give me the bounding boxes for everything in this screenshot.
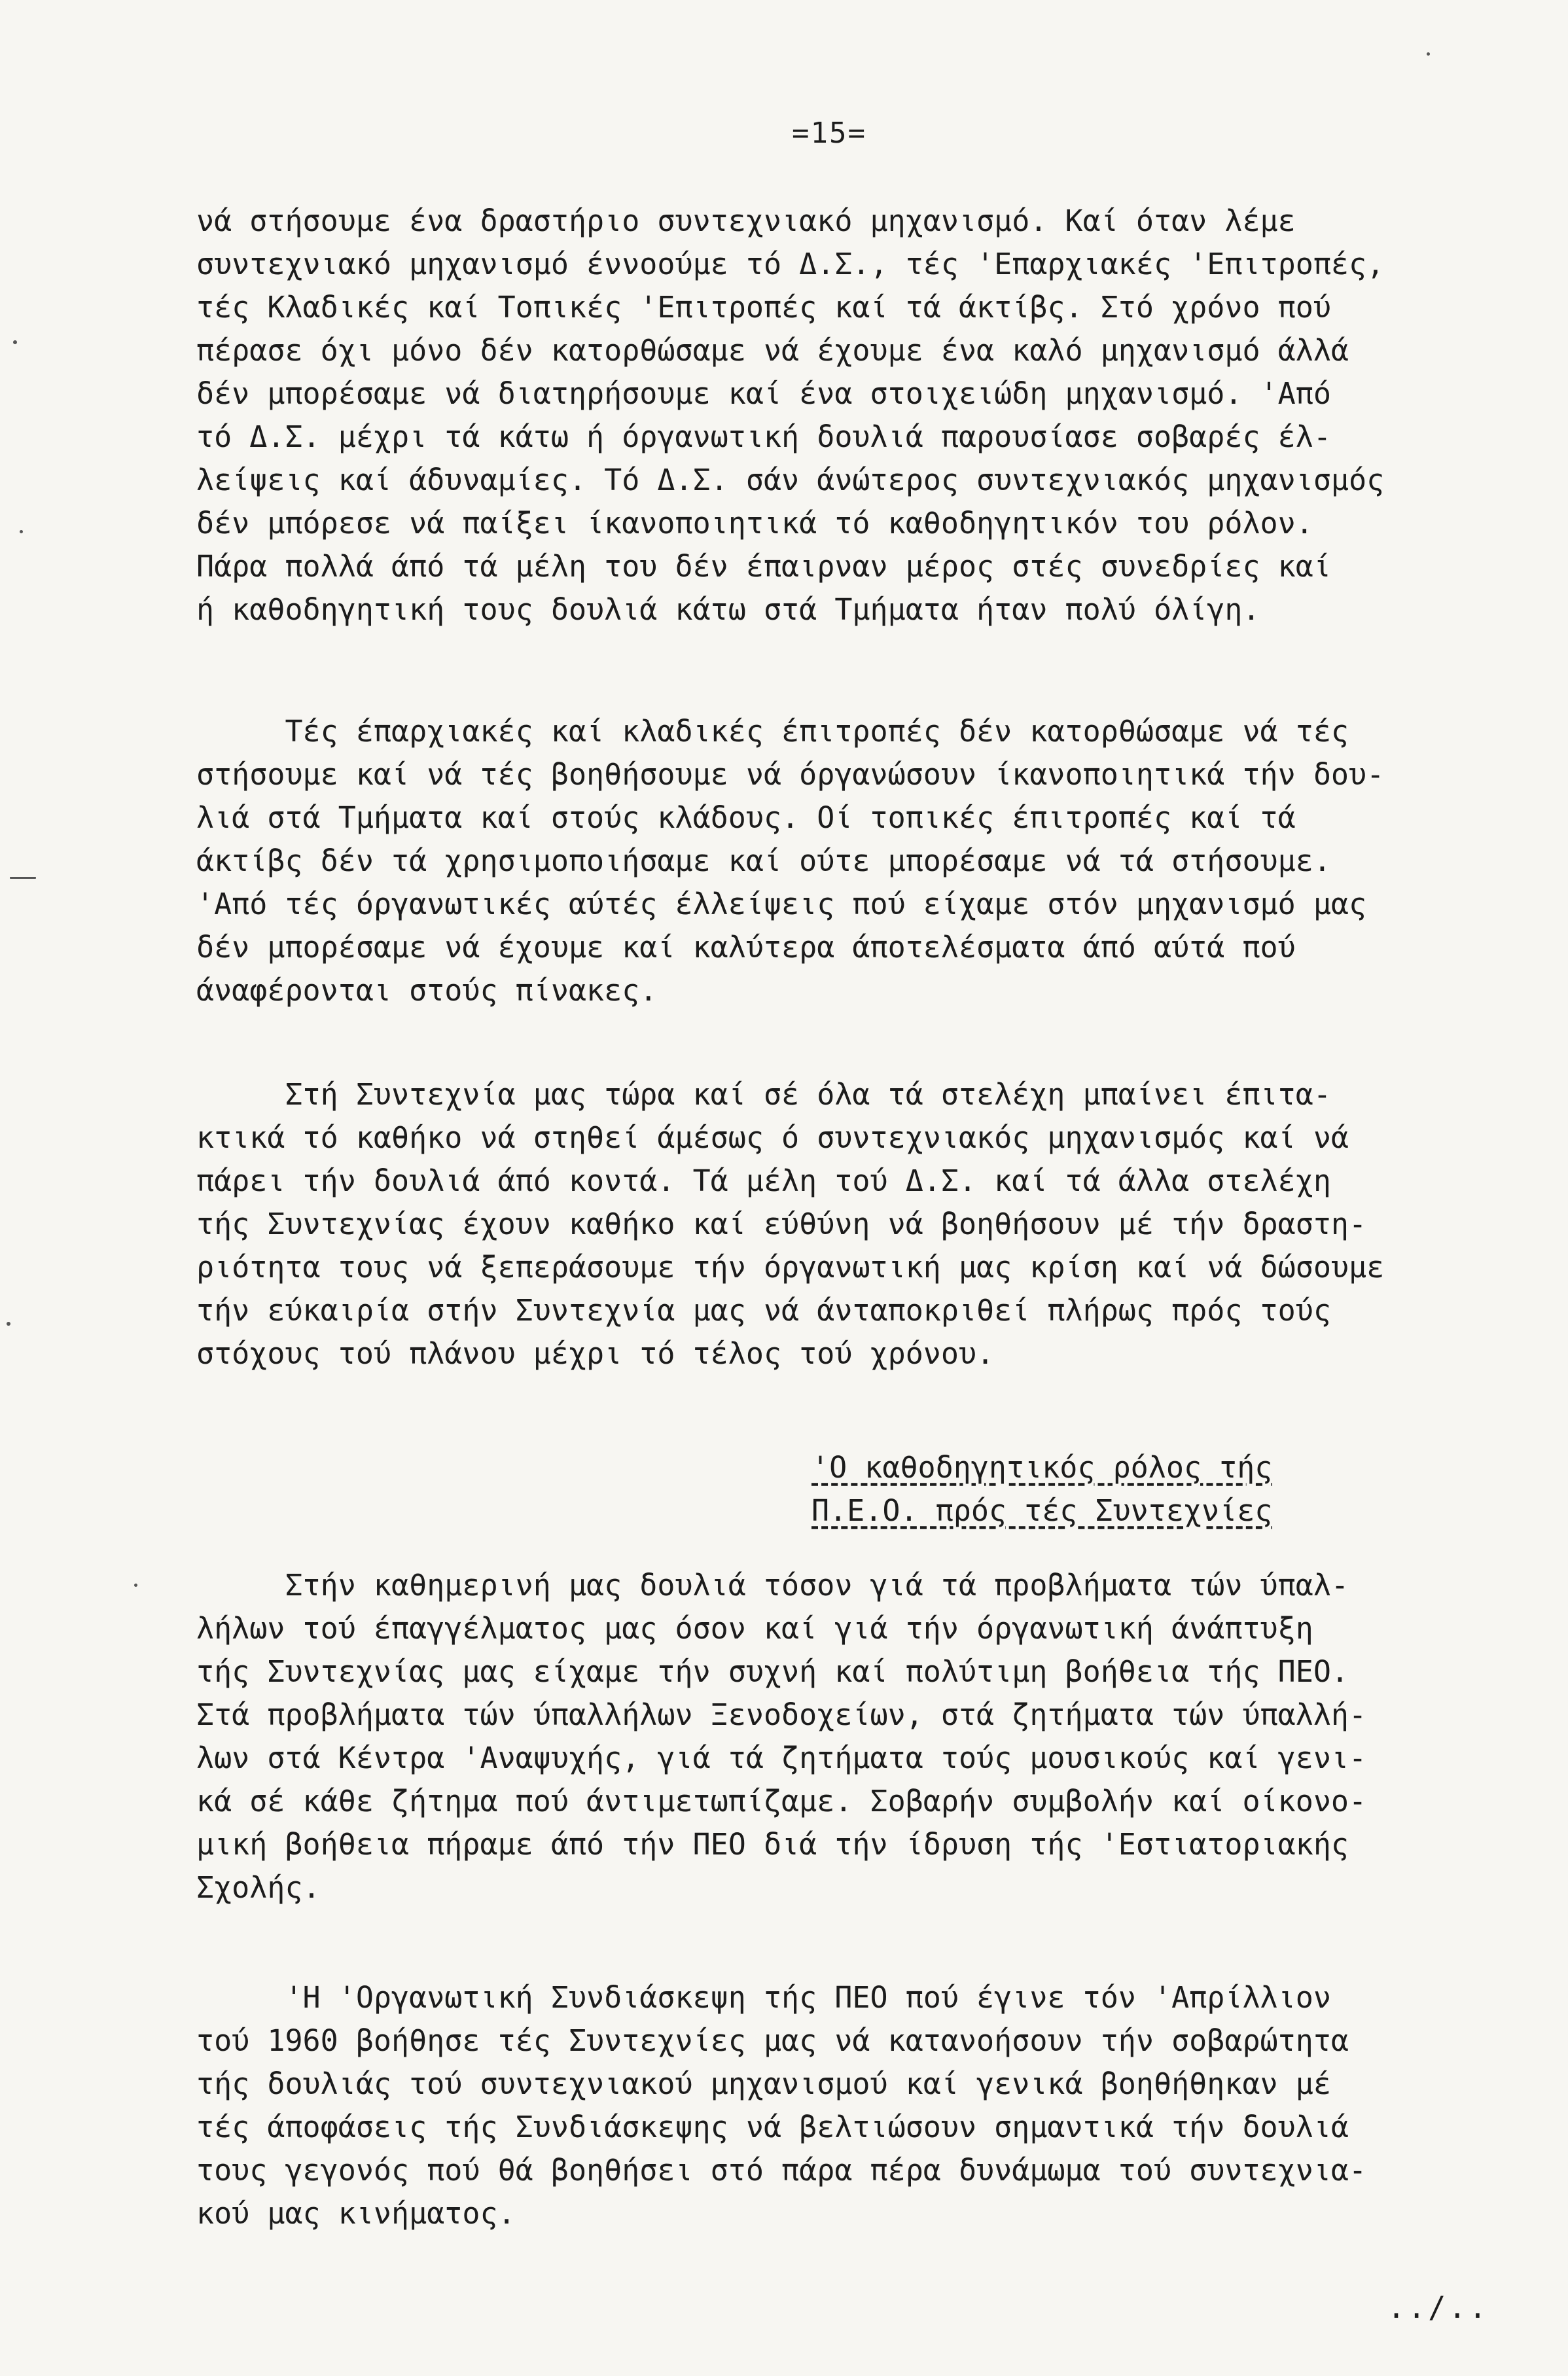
- text-line: 'Η 'Οργανωτική Συνδιάσκεψη τής ΠΕΟ πού έγινε τόν 'Απρίλλιον: [196, 1980, 1331, 2015]
- text-line: τής δουλιάς τού συντεχνιακού μηχανισμού καί γενικά βοηθήθηκαν μέ: [196, 2066, 1331, 2101]
- text-line: άναφέρονται στούς πίνακες.: [196, 973, 658, 1008]
- text-line: τής Συντεχνίας μας είχαμε τήν συχνή καί πολύτιμη βοήθεια τής ΠΕΟ.: [196, 1654, 1349, 1689]
- continuation-mark: ../..: [1387, 2290, 1489, 2325]
- text-line: Στά προβλήματα τών ύπαλλήλων Ξενοδοχείων, στά ζητήματα τών ύπαλλή-: [196, 1697, 1367, 1732]
- paragraph-1: [196, 200, 1505, 631]
- heading-line-1: 'Ο καθοδηγητικός ρόλος τής: [811, 1450, 1273, 1485]
- text-line: τους γεγονός πού θά βοηθήσει στό πάρα πέρα δυνάμωμα τού συντεχνια-: [196, 2153, 1367, 2188]
- scan-speck: [7, 1322, 10, 1326]
- text-line: πέρασε όχι μόνο δέν κατορθώσαμε νά έχουμε ένα καλό μηχανισμό άλλά: [196, 333, 1349, 368]
- text-line: λιά στά Τμήματα καί στούς κλάδους. Οί τοπικές έπιτροπές καί τά: [196, 800, 1296, 835]
- scan-speck: [10, 877, 36, 879]
- text-line: κού μας κινήματος.: [196, 2196, 516, 2231]
- text-line: τήν εύκαιρία στήν Συντεχνία μας νά άνταποκριθεί πλήρως πρός τούς: [196, 1293, 1331, 1328]
- text-line: Στή Συντεχνία μας τώρα καί σέ όλα τά στελέχη μπαίνει έπιτα-: [196, 1077, 1331, 1112]
- text-line: άκτίβς δέν τά χρησιμοποιήσαμε καί ούτε μπορέσαμε νά τά στήσουμε.: [196, 843, 1331, 878]
- heading-line-2: Π.Ε.Ο. πρός τές Συντεχνίες: [811, 1493, 1273, 1528]
- text-line: τό Δ.Σ. μέχρι τά κάτω ή όργανωτική δουλιά παρουσίασε σοβαρές έλ-: [196, 419, 1331, 454]
- paragraph-2: [196, 710, 1505, 1012]
- text-line: ή καθοδηγητική τους δουλιά κάτω στά Τμήματα ήταν πολύ όλίγη.: [196, 592, 1260, 627]
- text-line: 'Από τές όργανωτικές αύτές έλλείψεις πού είχαμε στόν μηχανισμό μας: [196, 887, 1367, 921]
- text-line: λείψεις καί άδυναμίες. Τό Δ.Σ. σάν άνώτερος συντεχνιακός μηχανισμός: [196, 463, 1385, 497]
- text-line: λων στά Κέντρα 'Αναψυχής, γιά τά ζητήματα τούς μουσικούς καί γενι-: [196, 1741, 1367, 1775]
- text-line: κτικά τό καθήκο νά στηθεί άμέσως ό συντεχνιακός μηχανισμός καί νά: [196, 1120, 1349, 1155]
- text-line: συντεχνιακό μηχανισμό έννοούμε τό Δ.Σ., τές 'Επαρχιακές 'Επιτροπές,: [196, 247, 1385, 281]
- text-line: δέν μπορέσαμε νά διατηρήσουμε καί ένα στοιχειώδη μηχανισμό. 'Από: [196, 376, 1331, 411]
- text-line: λήλων τού έπαγγέλματος μας όσον καί γιά τήν όργανωτική άνάπτυξη: [196, 1611, 1313, 1646]
- text-line: δέν μπόρεσε νά παίξει ίκανοποιητικά τό καθοδηγητικόν του ρόλον.: [196, 506, 1313, 541]
- paragraph-4: [196, 1564, 1505, 1909]
- text-line: τές Κλαδικές καί Τοπικές 'Επιτροπές καί τά άκτίβς. Στό χρόνο πού: [196, 290, 1331, 325]
- text-line: νά στήσουμε ένα δραστήριο συντεχνιακό μηχανισμό. Καί όταν λέμε: [196, 204, 1296, 238]
- scan-speck: [134, 1584, 137, 1587]
- text-line: τού 1960 βοήθησε τές Συντεχνίες μας νά κατανοήσουν τήν σοβαρώτητα: [196, 2023, 1349, 2058]
- section-heading: [811, 1446, 1466, 1533]
- scan-speck: [20, 530, 23, 533]
- text-line: Πάρα πολλά άπό τά μέλη του δέν έπαιρναν μέρος στές συνεδρίες καί: [196, 549, 1331, 584]
- text-line: τές άποφάσεις τής Συνδιάσκεψης νά βελτιώσουν σημαντικά τήν δουλιά: [196, 2110, 1349, 2144]
- paragraph-3: [196, 1073, 1505, 1375]
- text-line: Τές έπαρχιακές καί κλαδικές έπιτροπές δέν κατορθώσαμε νά τές: [196, 714, 1349, 749]
- text-line: δέν μπορέσαμε νά έχουμε καί καλύτερα άποτελέσματα άπό αύτά πού: [196, 930, 1296, 965]
- paragraph-5: [196, 1976, 1505, 2235]
- text-line: ριότητα τους νά ξεπεράσουμε τήν όργανωτική μας κρίση καί νά δώσουμε: [196, 1250, 1385, 1285]
- scan-speck: [1427, 52, 1430, 56]
- text-line: κά σέ κάθε ζήτημα πού άντιμετωπίζαμε. Σοβαρήν συμβολήν καί οίκονο-: [196, 1784, 1367, 1818]
- text-line: Στήν καθημερινή μας δουλιά τόσον γιά τά προβλήματα τών ύπαλ-: [196, 1568, 1349, 1603]
- text-line: μική βοήθεια πήραμε άπό τήν ΠΕΟ διά τήν ίδρυση τής 'Εστιατοριακής: [196, 1827, 1349, 1862]
- scan-speck: [13, 340, 17, 344]
- text-line: Σχολής.: [196, 1870, 321, 1905]
- page-number: =15=: [792, 116, 866, 150]
- text-line: στήσουμε καί νά τές βοηθήσουμε νά όργανώσουν ίκανοποιητικά τήν δου-: [196, 757, 1385, 792]
- text-line: πάρει τήν δουλιά άπό κοντά. Τά μέλη τού Δ.Σ. καί τά άλλα στελέχη: [196, 1163, 1331, 1198]
- text-line: τής Συντεχνίας έχουν καθήκο καί εύθύνη νά βοηθήσουν μέ τήν δραστη-: [196, 1207, 1367, 1241]
- text-line: στόχους τού πλάνου μέχρι τό τέλος τού χρόνου.: [196, 1336, 995, 1371]
